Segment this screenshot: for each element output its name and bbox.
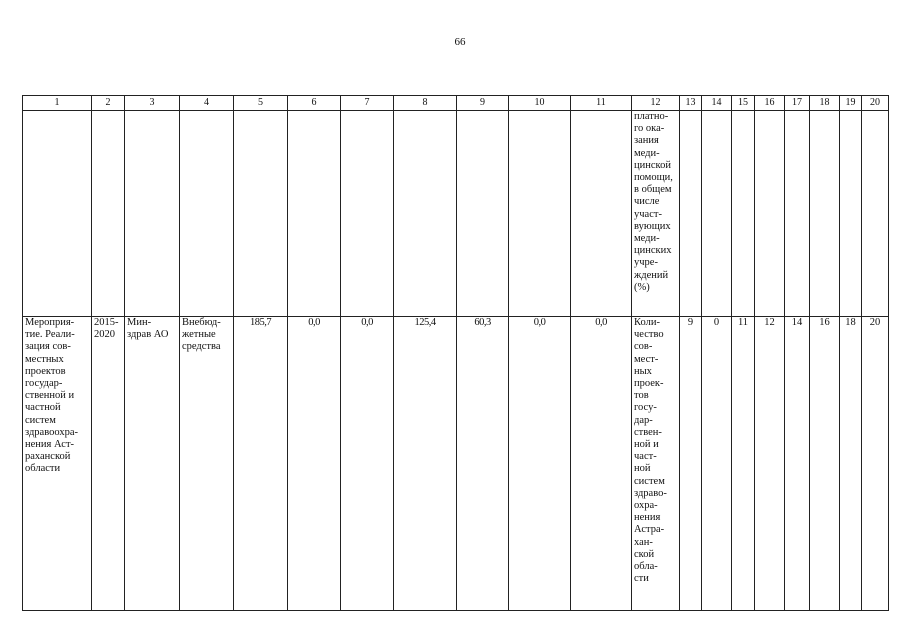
column-header: 6 bbox=[288, 96, 341, 111]
cell-empty bbox=[457, 111, 509, 317]
amount-cell: 125,4 bbox=[394, 317, 457, 611]
indicator-cell: Коли- чество сов- мест- ных проек- тов госу- дар- ствен- ной и част- ной систем здраво- охра- нения Астра- хан- ской обла- сти bbox=[632, 317, 680, 611]
target-value-cell: 9 bbox=[680, 317, 702, 611]
cell-empty bbox=[23, 111, 92, 317]
cell-empty bbox=[125, 111, 180, 317]
cell-empty bbox=[785, 111, 810, 317]
target-value-cell: 12 bbox=[755, 317, 785, 611]
column-header: 12 bbox=[632, 96, 680, 111]
page-number: 66 bbox=[454, 36, 466, 48]
program-table bbox=[22, 95, 889, 611]
column-header: 14 bbox=[702, 96, 732, 111]
column-header: 8 bbox=[394, 96, 457, 111]
amount-cell: 0,0 bbox=[509, 317, 571, 611]
target-value-cell: 14 bbox=[785, 317, 810, 611]
target-value-cell: 11 bbox=[732, 317, 755, 611]
total-amount-cell: 185,7 bbox=[234, 317, 288, 611]
column-header: 18 bbox=[810, 96, 840, 111]
column-header: 9 bbox=[457, 96, 509, 111]
column-header: 16 bbox=[755, 96, 785, 111]
cell-empty bbox=[810, 111, 840, 317]
column-header: 2 bbox=[92, 96, 125, 111]
target-value-cell: 20 bbox=[862, 317, 889, 611]
cell-empty bbox=[862, 111, 889, 317]
column-header: 4 bbox=[180, 96, 234, 111]
amount-cell: 0,0 bbox=[341, 317, 394, 611]
cell-empty bbox=[680, 111, 702, 317]
target-value-cell: 0 bbox=[702, 317, 732, 611]
amount-cell: 60,3 bbox=[457, 317, 509, 611]
amount-cell: 0,0 bbox=[571, 317, 632, 611]
cell-empty bbox=[92, 111, 125, 317]
cell-empty bbox=[732, 111, 755, 317]
cell-empty bbox=[394, 111, 457, 317]
cell-empty bbox=[702, 111, 732, 317]
cell-empty bbox=[509, 111, 571, 317]
column-header: 1 bbox=[23, 96, 92, 111]
period-cell: 2015- 2020 bbox=[92, 317, 125, 611]
executor-cell: Мин- здрав АО bbox=[125, 317, 180, 611]
cell-empty bbox=[341, 111, 394, 317]
column-header: 20 bbox=[862, 96, 889, 111]
column-header: 7 bbox=[341, 96, 394, 111]
column-header: 3 bbox=[125, 96, 180, 111]
column-header: 13 bbox=[680, 96, 702, 111]
column-header: 15 bbox=[732, 96, 755, 111]
cell-empty bbox=[840, 111, 862, 317]
cell-empty bbox=[180, 111, 234, 317]
column-header: 17 bbox=[785, 96, 810, 111]
table-row-continuation bbox=[23, 111, 889, 317]
column-header: 10 bbox=[509, 96, 571, 111]
cell-empty bbox=[234, 111, 288, 317]
funding-source-cell: Внебюд- жетные средства bbox=[180, 317, 234, 611]
indicator-continuation-cell: платно- го ока- зания меди- цинской помощи, в общем числе участ- вующих меди- цинских учре- ждений (%) bbox=[632, 111, 680, 317]
amount-cell: 0,0 bbox=[288, 317, 341, 611]
cell-empty bbox=[571, 111, 632, 317]
column-header: 11 bbox=[571, 96, 632, 111]
measure-name-cell: Мероприя- тие. Реали- зация сов- местных проектов государ- ственной и частной систем здравоохра- нения Аст- раханской области bbox=[23, 317, 92, 611]
target-value-cell: 16 bbox=[810, 317, 840, 611]
column-number-row bbox=[23, 96, 889, 111]
column-header: 19 bbox=[840, 96, 862, 111]
column-header: 5 bbox=[234, 96, 288, 111]
cell-empty bbox=[755, 111, 785, 317]
target-value-cell: 18 bbox=[840, 317, 862, 611]
table-row-measure bbox=[23, 317, 889, 611]
cell-empty bbox=[288, 111, 341, 317]
